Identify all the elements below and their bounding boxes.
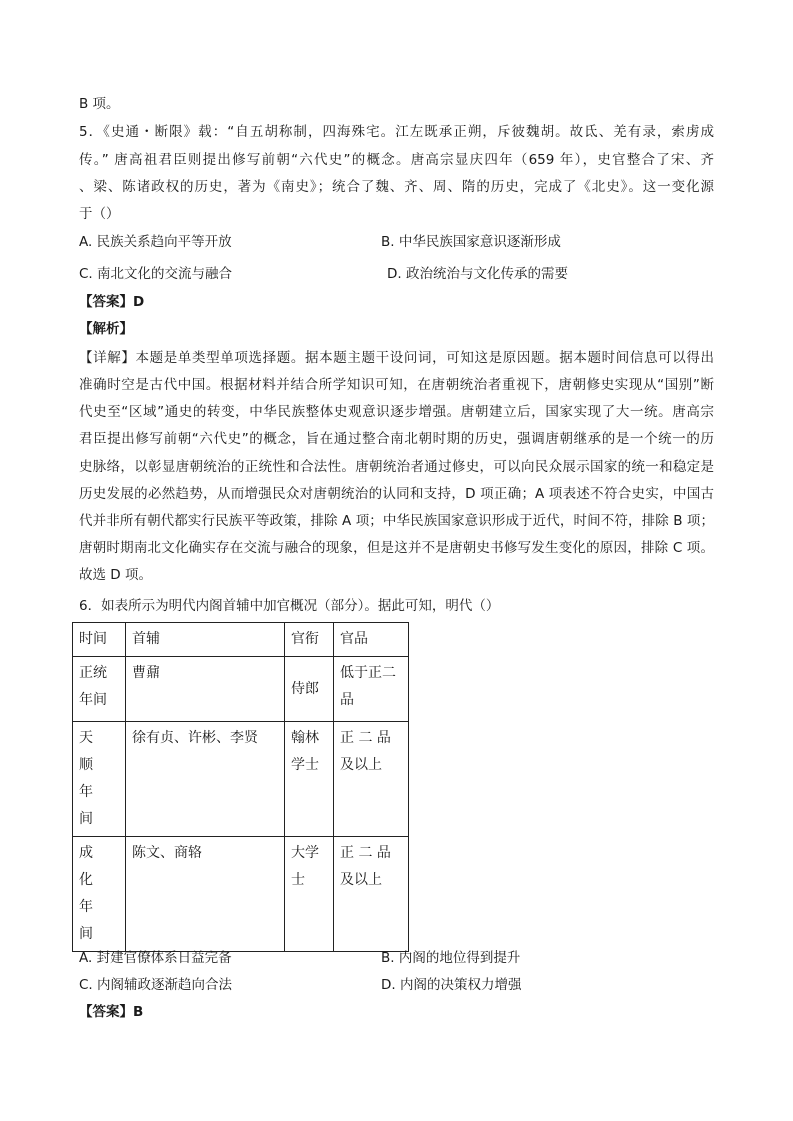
table-header-cell: 首辅 bbox=[126, 623, 285, 657]
table-cell: 大学 士 bbox=[285, 837, 334, 952]
q6-table bbox=[72, 622, 409, 952]
table-cell: 翰林 学士 bbox=[285, 722, 334, 837]
q5-detail-line-2: 准确时空是古代中国。根据材料并结合所学知识可知，在唐朝统治者重视下，唐朝修史实现从“国别”断 bbox=[79, 377, 714, 393]
table-cell: 陈文、商辂 bbox=[126, 837, 285, 952]
q5-stem-line-1: 5．《史通・断限》载：“自五胡称制，四海殊宅。江左既承正朔，斥彼魏胡。故氐、羌有录，索虏成 bbox=[79, 124, 714, 140]
table-cell: 徐有贞、许彬、李贤 bbox=[126, 722, 285, 837]
q6-option-c: C. 内阁辅政逐渐趋向合法 bbox=[79, 977, 233, 993]
q5-stem-line-2: 传。” 唐高祖君臣则提出修写前朝“六代史”的概念。唐高宗显庆四年（659 年），史官整合了宋、齐 bbox=[79, 152, 714, 168]
table-cell: 曹鼐 bbox=[126, 657, 285, 722]
q6-option-b: B. 内阁的地位得到提升 bbox=[381, 950, 521, 966]
table-cell: 正 二 品 及以上 bbox=[334, 722, 409, 837]
table-header-row bbox=[73, 623, 409, 657]
table-cell: 侍郎 bbox=[285, 657, 334, 722]
q6-stem: 6．如表所示为明代内阁首辅中加官概况（部分）。据此可知，明代（） bbox=[79, 598, 500, 614]
table-row bbox=[73, 657, 409, 722]
table-row bbox=[73, 837, 409, 952]
q5-stem-line-4: 于（） bbox=[79, 206, 120, 222]
q6-option-a: A. 封建官僚体系日益完备 bbox=[79, 950, 232, 966]
q5-stem-line-3: 、梁、陈诸政权的历史，著为《南史》；统合了魏、齐、周、隋的历史，完成了《北史》。这一变化源 bbox=[79, 179, 714, 195]
table-cell: 正 二 品 及以上 bbox=[334, 837, 409, 952]
table-cell: 成 化 年 间 bbox=[73, 837, 126, 952]
q5-analysis-label: 【解析】 bbox=[79, 321, 133, 337]
q5-detail-line-9: 故选 D 项。 bbox=[79, 567, 152, 583]
table-cell: 天 顺 年 间 bbox=[73, 722, 126, 837]
q6-option-d: D. 内阁的决策权力增强 bbox=[381, 977, 522, 993]
q5-detail-line-4: 君臣提出修写前朝“六代史”的概念，旨在通过整合南北朝时期的历史，强调唐朝继承的是一个统一的历 bbox=[79, 431, 714, 447]
table-header-cell: 时间 bbox=[73, 623, 126, 657]
table-header-cell: 官品 bbox=[334, 623, 409, 657]
q5-detail-line-3: 代史至“区域”通史的转变，中华民族整体史观意识逐步增强。唐朝建立后，国家实现了大一统。唐高宗 bbox=[79, 404, 714, 420]
q5-option-b: B. 中华民族国家意识逐渐形成 bbox=[381, 234, 561, 250]
q5-detail-line-7: 代并非所有朝代都实行民族平等政策，排除 A 项；中华民族国家意识形成于近代，时间不符，排除 B 项； bbox=[79, 513, 714, 529]
q5-detail-line-8: 唐朝时期南北文化确实存在交流与融合的现象，但是这并不是唐朝史书修写发生变化的原因，排除 C 项。 bbox=[79, 540, 714, 556]
table-header-cell: 官衔 bbox=[285, 623, 334, 657]
q5-option-c: C. 南北文化的交流与融合 bbox=[79, 266, 233, 282]
q5-option-d: D. 政治统治与文化传承的需要 bbox=[387, 266, 568, 282]
q6-answer: 【答案】B bbox=[79, 1004, 144, 1020]
q5-detail-line-5: 史脉络，以彰显唐朝统治的正统性和合法性。唐朝统治者通过修史，可以向民众展示国家的统一和稳定是 bbox=[79, 459, 714, 475]
table-cell: 正统 年间 bbox=[73, 657, 126, 722]
q5-answer: 【答案】D bbox=[79, 294, 145, 310]
q5-detail-line-1: 【详解】本题是单类型单项选择题。据本题主题干设问词，可知这是原因题。据本题时间信息可以得出 bbox=[79, 350, 714, 366]
table-row bbox=[73, 722, 409, 837]
q5-detail-line-6: 历史发展的必然趋势，从而增强民众对唐朝统治的认同和支持，D 项正确；A 项表述不符合史实，中国古 bbox=[79, 486, 714, 502]
q5-option-a: A. 民族关系趋向平等开放 bbox=[79, 234, 232, 250]
previous-answer-tail: B 项。 bbox=[79, 96, 120, 112]
table-cell: 低于正二 品 bbox=[334, 657, 409, 722]
